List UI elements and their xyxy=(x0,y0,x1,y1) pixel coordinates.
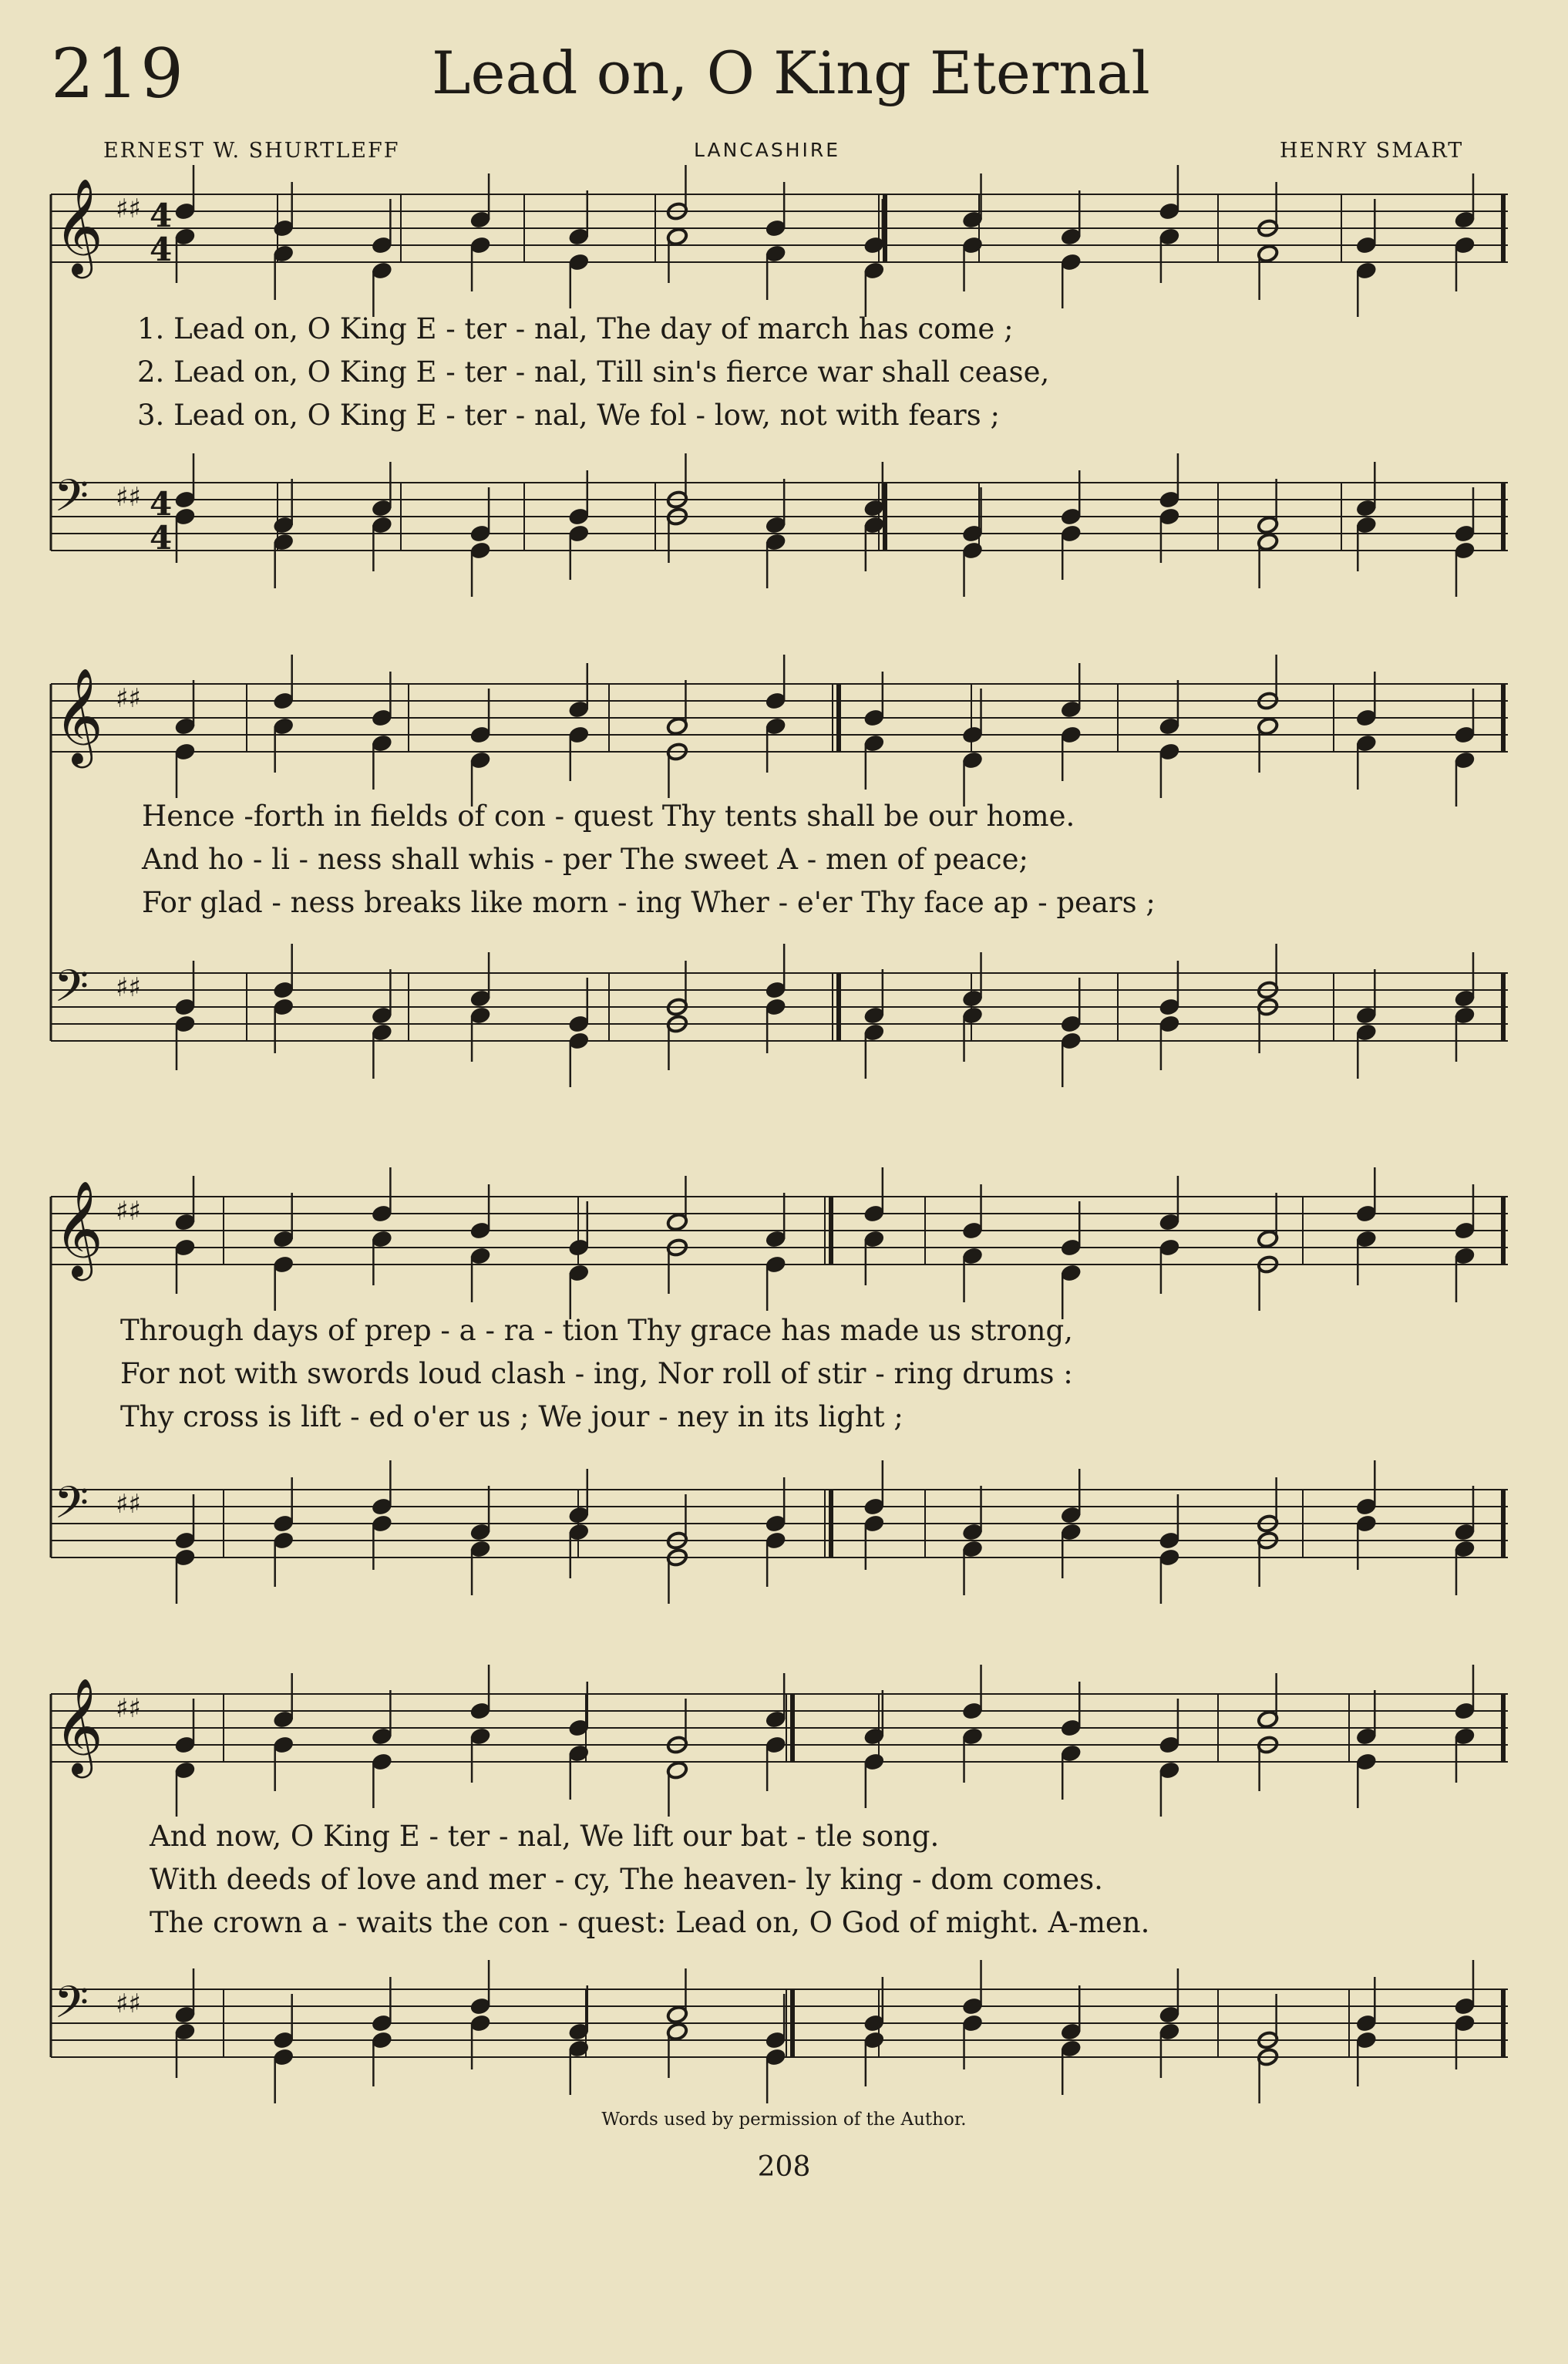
sharp-icon: ♯♯ xyxy=(116,1693,141,1724)
bass-clef: 𝄢 xyxy=(54,1976,89,2039)
sharp-icon: ♯♯ xyxy=(116,1196,141,1227)
treble-clef: 𝄞 xyxy=(54,1180,103,1277)
time-signature-top: 4 xyxy=(150,197,173,234)
lyric-line: The crown a - waits the con - quest: Lead on, O God of might. A-men. xyxy=(150,1906,1150,1939)
sharp-icon: ♯♯ xyxy=(116,1489,141,1520)
composer-credit: HENRY SMART xyxy=(1280,139,1464,163)
time-signature-bottom: 4 xyxy=(150,231,173,268)
page-number: 208 xyxy=(757,2151,811,2183)
hymn-title: Lead on, O King Eternal xyxy=(432,39,1150,107)
treble-clef: 𝄞 xyxy=(54,1678,103,1774)
tune-name: LANCASHIRE xyxy=(694,139,841,161)
sharp-icon: ♯♯ xyxy=(116,1989,141,2019)
sharp-icon: ♯♯ xyxy=(116,194,141,224)
lyric-line: With deeds of love and mer - cy, The heaven- ly king - dom comes. xyxy=(150,1863,1103,1896)
bass-clef: 𝄢 xyxy=(54,960,89,1023)
author-credit: ERNEST W. SHURTLEFF xyxy=(103,139,400,163)
hymn-number: 219 xyxy=(51,34,185,113)
sharp-icon: ♯♯ xyxy=(116,972,141,1003)
bass-clef: 𝄢 xyxy=(54,1477,89,1540)
lyric-line: For glad - ness breaks like morn - ing Wher - e'er Thy face ap - pears ; xyxy=(142,886,1156,919)
lyric-line: And ho - li - ness shall whis - per The sweet A - men of peace; xyxy=(142,843,1028,876)
lyric-line: Thy cross is lift - ed o'er us ; We jour - ney in its light ; xyxy=(120,1400,903,1433)
lyric-line: 2. Lead on, O King E - ter - nal, Till sin's fierce war shall cease, xyxy=(137,355,1050,389)
lyric-line: And now, O King E - ter - nal, We lift our bat - tle song. xyxy=(150,1820,940,1853)
lyric-line: Hence -forth in fields of con - quest Thy tents shall be our home. xyxy=(142,800,1075,833)
sharp-icon: ♯♯ xyxy=(116,683,141,714)
time-signature-top: 4 xyxy=(150,485,173,523)
treble-clef: 𝄞 xyxy=(54,668,103,764)
lyric-line: 3. Lead on, O King E - ter - nal, We fol - low, not with fears ; xyxy=(137,399,1000,432)
lyric-line: 1. Lead on, O King E - ter - nal, The day of march has come ; xyxy=(137,312,1014,345)
lyric-line: Through days of prep - a - ra - tion Thy grace has made us strong, xyxy=(120,1314,1073,1347)
bass-clef: 𝄢 xyxy=(54,470,89,533)
permission-footnote: Words used by permission of the Author. xyxy=(601,2110,967,2130)
lyric-line: For not with swords loud clash - ing, Nor roll of stir - ring drums : xyxy=(120,1357,1073,1390)
time-signature-bottom: 4 xyxy=(150,519,173,557)
sharp-icon: ♯♯ xyxy=(116,482,141,513)
treble-clef: 𝄞 xyxy=(54,178,103,274)
